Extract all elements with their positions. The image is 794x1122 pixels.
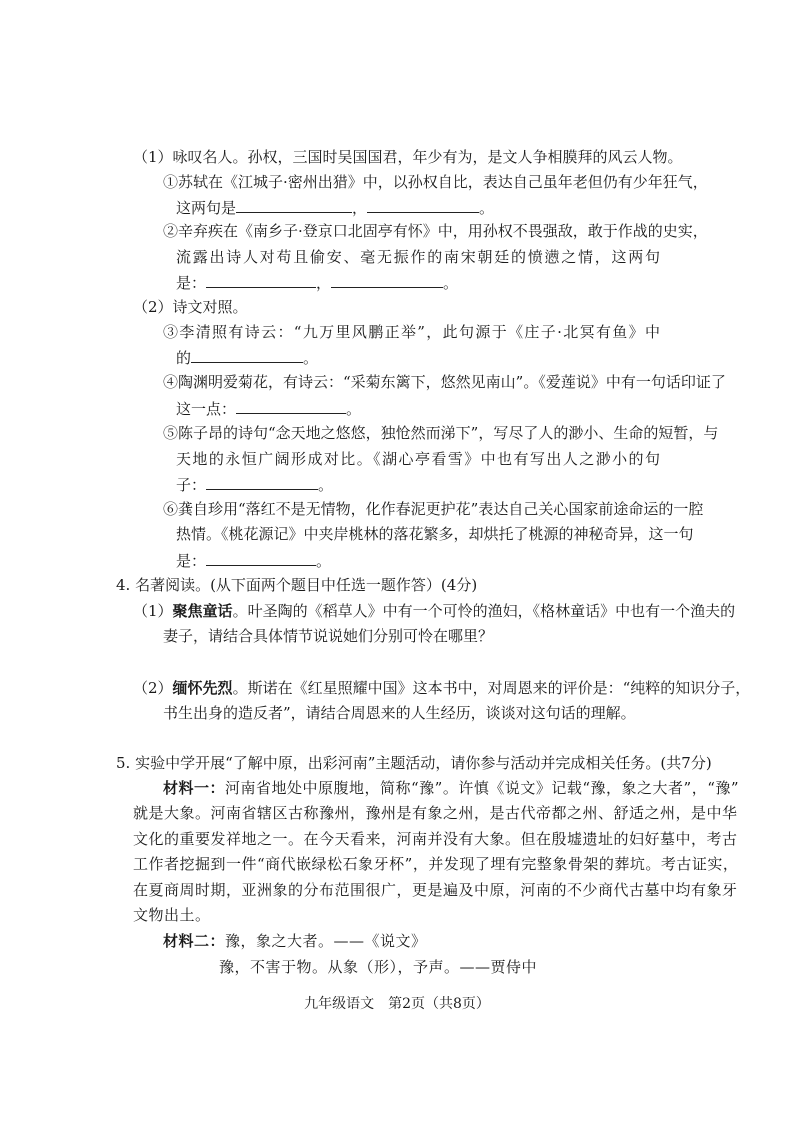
comma: ， [352, 199, 368, 217]
item-2-prefix: 是： [176, 274, 207, 292]
answer-blank[interactable] [236, 397, 346, 414]
section-title-2: （2）诗文对照。 [133, 298, 248, 316]
item-5-line-1: ⑤陈子昂的诗句“念天地之悠悠，独怆然而涕下”，写尽了人的渺小、生命的短暂，与 [163, 424, 719, 442]
item-1-line-1: ①苏轼在《江城子·密州出猎》中，以孙权自比，表达自己虽年老但仍有少年狂气， [163, 173, 708, 191]
material-1-line-5: 在夏商周时期，亚洲象的分布范围很广，更是遍及中原，河南的不少商代古墓中均有象牙 [133, 881, 738, 899]
period: 。 [346, 400, 362, 418]
item-1-line-2 [176, 196, 494, 219]
material-1-line-4: 工作者挖掘到一件“商代嵌绿松石象牙杯”，并发现了埋有完整象骨架的葬坑。考古证实， [133, 855, 739, 873]
question-5-title: 5. 实验中学开展“了解中原，出彩河南”主题活动，请你参与活动并完成相关任务。(共7分) [116, 754, 712, 772]
q4-part-1-heading: 聚焦童话 [172, 602, 233, 620]
item-5-line-2: 天地的永恒广阔形成对比。《湖心亭看雪》中也有写出人之渺小的句 [176, 450, 660, 468]
section-title-1: （1）咏叹名人。孙权，三国时吴国国君，年少有为，是文人争相膜拜的风云人物。 [133, 148, 683, 166]
period: 。 [303, 349, 319, 367]
q4-part-1-number: （1） [133, 602, 173, 620]
material-2-label: 材料二： [163, 932, 226, 950]
item-3-line-2 [176, 346, 318, 369]
period: 。 [318, 476, 334, 494]
item-2-line-1: ②辛弃疾在《南乡子·登京口北固亭有怀》中，用孙权不畏强敌，敢于作战的史实， [163, 222, 708, 240]
answer-blank[interactable] [206, 549, 316, 566]
material-1-label: 材料一： [163, 779, 226, 797]
answer-blank[interactable] [331, 271, 443, 288]
material-1-text: 河南省地处中原腹地，简称“豫”。许慎《说文》记载“豫，象之大者”，“豫” [225, 779, 740, 797]
item-5-prefix: 子： [176, 476, 207, 494]
q4-part-2-line-2: 书生出身的造反者”，请结合周恩来的人生经历，谈谈对这句话的理解。 [163, 704, 636, 722]
material-1-line-3: 文化的重要发祥地之一。在今天看来，河南并没有大象。但在殷墟遗址的妇好墓中，考古 [133, 830, 738, 848]
question-4-title: 4. 名著阅读。(从下面两个题目中任选一题作答）(4分) [116, 576, 478, 594]
q4-part-1-line-1 [133, 600, 735, 622]
material-2-quote-1: 豫，象之大者。——《说文》 [225, 932, 427, 950]
answer-blank[interactable] [367, 196, 479, 213]
item-6-line-1: ⑥龚自珍用“落红不是无情物，化作春泥更护花”表达自己关心国家前途命运的一腔 [163, 500, 704, 518]
answer-blank[interactable] [236, 196, 352, 213]
item-2-line-2: 流露出诗人对苟且偷安、毫无振作的南宋朝廷的愤懑之情，这两句 [176, 248, 660, 266]
item-2-line-3 [176, 271, 458, 294]
item-5-line-3 [176, 473, 333, 496]
item-6-prefix: 是： [176, 552, 207, 570]
item-4-line-1: ④陶渊明爱菊花，有诗云：“采菊东篱下，悠然见南山”。《爱莲说》中有一句话印证了 [163, 373, 726, 391]
material-1-line-1 [163, 777, 739, 799]
item-4-line-2 [176, 397, 361, 420]
q4-part-2-line-1 [133, 677, 750, 699]
item-1-prefix: 这两句是 [176, 199, 237, 217]
answer-blank[interactable] [191, 346, 303, 363]
period: 。 [443, 274, 459, 292]
material-1-line-2: 就是大象。河南省辖区古称豫州，豫州是有象之州，是古代帝都之州、舒适之州，是中华 [133, 804, 738, 822]
q4-part-1-line-2: 妻子，请结合具体情节说说她们分别可怜在哪里？ [163, 627, 494, 645]
q4-part-2-text: 。斯诺在《红星照耀中国》这本书中，对周恩来的评价是：“纯粹的知识分子， [232, 679, 751, 697]
item-6-line-2: 热情。《桃花源记》中夹岸桃林的落花繁多，却烘托了桃源的神秘奇异，这一句 [176, 525, 694, 543]
item-6-line-3 [176, 549, 331, 572]
comma: ， [316, 274, 332, 292]
material-2-quote-2: 豫，不害于物。从象（形），予声。——贾侍中 [219, 958, 538, 976]
item-4-prefix: 这一点： [176, 400, 237, 418]
q4-part-2-heading: 缅怀先烈 [172, 679, 233, 697]
page-footer: 九年级语文 第2页（共8页） [304, 996, 490, 1012]
answer-blank[interactable] [206, 473, 318, 490]
period: 。 [316, 552, 332, 570]
q4-part-1-text: 。叶圣陶的《稻草人》中有一个可怜的渔妇，《格林童话》中也有一个渔夫的 [232, 602, 736, 620]
q4-part-2-number: （2） [133, 679, 173, 697]
item-3-line-1: ③李清照有诗云：“九万里风鹏正举”，此句源于《庄子·北冥有鱼》中 [163, 323, 660, 341]
material-2-line-1 [163, 930, 427, 952]
period: 。 [479, 199, 495, 217]
material-1-line-6: 文物出土。 [133, 906, 211, 924]
item-3-prefix: 的 [176, 349, 192, 367]
answer-blank[interactable] [206, 271, 316, 288]
